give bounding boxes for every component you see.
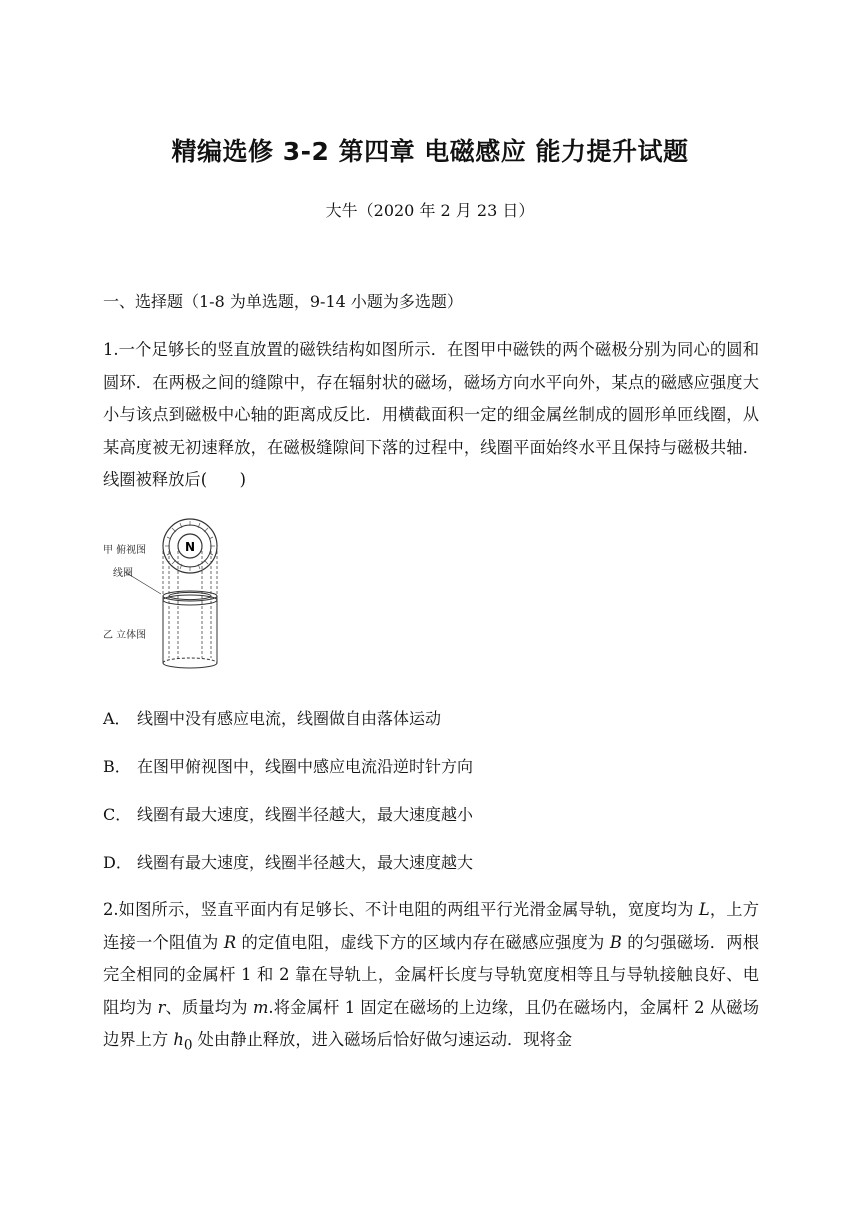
q2-text-2: ，上方连接一个阻值为 xyxy=(103,900,759,952)
q2-var-h-subscript: 0 xyxy=(183,1037,193,1054)
cylinder xyxy=(163,591,217,668)
option-a-label: A． xyxy=(103,709,131,728)
option-a-text: 线圈中没有感应电流，线圈做自由落体运动 xyxy=(137,709,442,728)
q2-text-5: 、质量均为 xyxy=(165,997,253,1017)
pole-n-label: N xyxy=(184,540,196,554)
option-b xyxy=(103,754,473,777)
projection-lines xyxy=(163,546,217,658)
figure-label-3d-view: 乙 立体图 xyxy=(103,630,147,641)
option-b-label: B． xyxy=(103,757,131,776)
author-date: 大牛（2020 年 2 月 23 日） xyxy=(325,201,535,220)
question-1-stem: 1.一个足够长的竖直放置的磁铁结构如图所示．在图甲中磁铁的两个磁极分别为同心的圆和圆环．在两极之间的缝隙中，存在辐射状的磁场，磁场方向水平向外，某点的磁感应强度大小与该点到磁极中心轴的距离成反比．用横截面积一定的细金属丝制成的圆形单匝线圈，从某高度被无初速释放，在磁极缝隙间下落的过程中，线圈平面始终水平且保持与磁极共轴．线圈被释放后( ) xyxy=(103,340,759,489)
q2-var-b: B xyxy=(609,932,622,952)
q2-text-7: 处由静止释放，进入磁场后恰好做匀速运动．现将金 xyxy=(192,1030,573,1049)
q2-text-6: .将金属杆 1 固定在磁场的上边缘，且仍在磁场内，金属杆 2 从磁场边界上方 xyxy=(103,997,759,1049)
question-2-stem xyxy=(103,894,759,1062)
q2-var-r-upper: R xyxy=(223,932,237,952)
option-c xyxy=(103,802,473,825)
q2-var-l: L xyxy=(698,900,710,919)
magnet-figure xyxy=(103,518,243,678)
option-d xyxy=(103,850,473,873)
figure-label-coil: 线圈 xyxy=(113,568,133,579)
q2-text-1: 2.如图所示，竖直平面内有足够长、不计电阻的两组平行光滑金属导轨，宽度均为 xyxy=(103,900,699,919)
section-heading: 一、选择题（1-8 为单选题，9-14 小题为多选题） xyxy=(103,292,463,311)
figure-label-top-view: 甲 俯视图 xyxy=(103,545,147,556)
option-c-label: C． xyxy=(103,805,132,824)
q2-var-r: r xyxy=(157,997,166,1017)
option-d-text: 线圈有最大速度，线圈半径越大，最大速度越大 xyxy=(137,853,474,872)
q2-var-h: h xyxy=(173,1030,184,1049)
page-title: 精编选修 3-2 第四章 电磁感应 能力提升试题 xyxy=(171,137,689,166)
option-b-text: 在图甲俯视图中，线圈中感应电流沿逆时针方向 xyxy=(137,757,474,776)
option-a xyxy=(103,706,441,729)
option-c-text: 线圈有最大速度，线圈半径越大，最大速度越小 xyxy=(137,805,474,824)
q2-text-4: 的匀强磁场．两根完全相同的金属杆 1 和 2 靠在导轨上，金属杆长度与导轨宽度相等且与导轨接触良好、电阻均为 xyxy=(103,932,759,1017)
q2-var-m: m xyxy=(252,997,269,1017)
q2-text-3: 的定值电阻，虚线下方的区域内存在磁感应强度为 xyxy=(236,932,610,952)
option-d-label: D． xyxy=(103,853,132,872)
